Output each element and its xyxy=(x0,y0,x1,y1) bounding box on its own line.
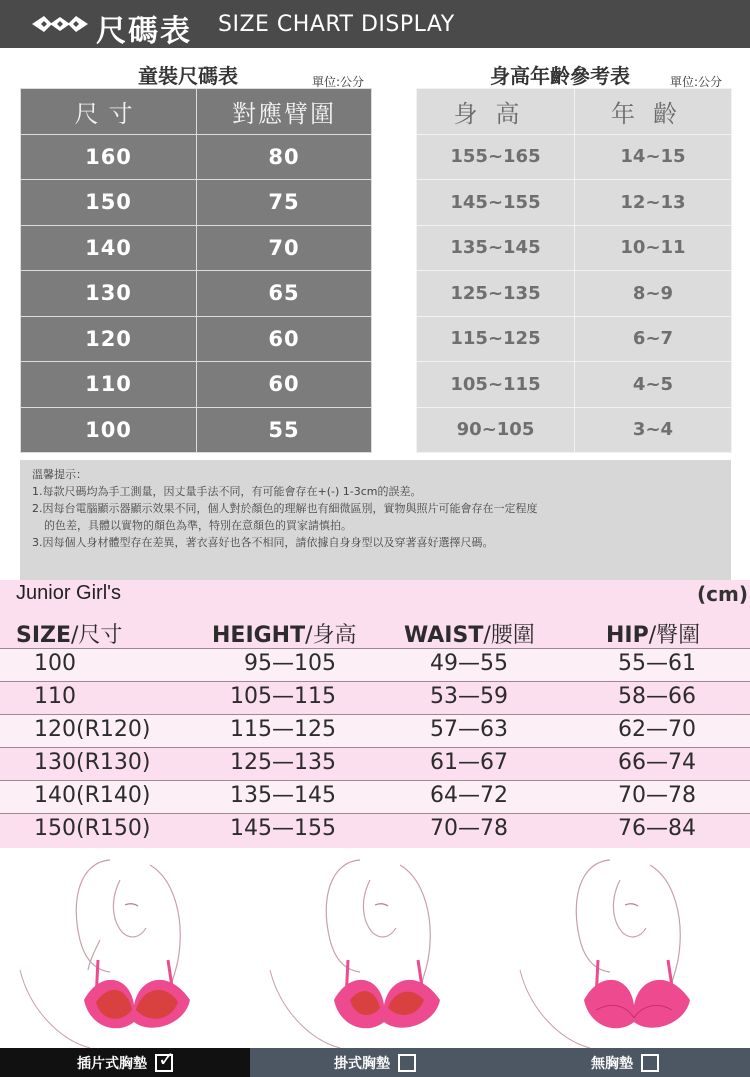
height-cell: 135~145 xyxy=(417,225,575,271)
junior-size-section xyxy=(0,580,750,848)
option-no-pad[interactable] xyxy=(500,1048,750,1077)
note-line-2: 2.因每台電腦顯示器顯示效果不同，個人對於顏色的理解也有細微區別，實物與照片可能會存在一定程度 xyxy=(32,502,538,515)
height-cell: 105~115 xyxy=(417,362,575,408)
page-title-en: SIZE CHART DISPLAY xyxy=(218,12,455,37)
note-line-1: 1.每款尺碼均為手工測量，因丈量手法不同，有可能會存在+(-) 1-3cm的誤差。 xyxy=(32,485,422,498)
page-title-zh: 尺碼表 xyxy=(96,14,192,49)
table-header-row xyxy=(417,89,732,135)
table-row xyxy=(417,180,732,226)
arm-cell: 80 xyxy=(197,134,372,180)
table-row xyxy=(21,271,372,317)
arm-cell: 70 xyxy=(197,225,372,271)
column-header-size: SIZE/尺寸 xyxy=(16,623,123,648)
height-cell: 95—105 xyxy=(244,651,336,676)
arm-cell: 75 xyxy=(197,180,372,226)
kids-size-table xyxy=(20,88,372,453)
height-cell: 105—115 xyxy=(230,684,336,709)
table-row xyxy=(0,714,750,747)
column-header-age: 年齡 xyxy=(575,89,732,135)
table-row xyxy=(0,813,750,846)
table-row xyxy=(417,225,732,271)
page-header xyxy=(0,0,750,48)
table-row xyxy=(417,407,732,453)
checked-checkbox-icon[interactable]: ✓ xyxy=(155,1054,173,1072)
age-cell: 3~4 xyxy=(575,407,732,453)
height-cell: 135—145 xyxy=(230,783,336,808)
table-row xyxy=(0,681,750,714)
table-row xyxy=(21,180,372,226)
size-cell: 140 xyxy=(21,225,197,271)
hanging-pad-bra-illustration xyxy=(250,850,498,1048)
option-insert-pad-label: 插片式胸墊 xyxy=(77,1055,147,1072)
table-row xyxy=(21,362,372,408)
size-cell: 130 xyxy=(21,271,197,317)
age-table-unit: 單位:公分 xyxy=(670,75,723,89)
note-line-2-cont: 的色差，具體以實物的顏色為準，特別在意顏色的買家請慎拍。 xyxy=(44,519,352,532)
table-row xyxy=(417,134,732,180)
note-line-3: 3.因每個人身材體型存在差異，著衣喜好也各不相同，請依據自身身型以及穿著喜好選擇尺碼。 xyxy=(32,536,494,549)
option-hanging-pad[interactable] xyxy=(250,1048,500,1077)
waist-cell: 64—72 xyxy=(430,783,508,808)
hip-cell: 62—70 xyxy=(618,717,696,742)
junior-unit: (cm) xyxy=(697,582,748,606)
height-cell: 90~105 xyxy=(417,407,575,453)
height-cell: 125—135 xyxy=(230,750,336,775)
hip-cell: 55—61 xyxy=(618,651,696,676)
column-header-size: 尺寸 xyxy=(21,89,197,135)
age-cell: 12~13 xyxy=(575,180,732,226)
age-cell: 4~5 xyxy=(575,362,732,408)
waist-cell: 70—78 xyxy=(430,816,508,841)
kids-table-unit: 單位:公分 xyxy=(312,75,365,89)
size-cell: 150(R150) xyxy=(34,816,151,841)
table-row xyxy=(417,362,732,408)
no-pad-bra-illustration xyxy=(500,850,748,1048)
waist-cell: 49—55 xyxy=(430,651,508,676)
size-cell: 120(R120) xyxy=(34,717,151,742)
arm-cell: 60 xyxy=(197,316,372,362)
age-cell: 8~9 xyxy=(575,271,732,317)
option-hanging-pad-label: 掛式胸墊 xyxy=(334,1055,390,1072)
size-cell: 100 xyxy=(21,407,197,453)
table-row xyxy=(0,747,750,780)
size-cell: 160 xyxy=(21,134,197,180)
kids-table-title: 童裝尺碼表 xyxy=(138,64,238,88)
notes-heading: 溫馨提示： xyxy=(32,468,87,481)
arena-logo-icon xyxy=(30,10,90,38)
hip-cell: 66—74 xyxy=(618,750,696,775)
table-row xyxy=(0,780,750,813)
column-header-waist: WAIST/腰圍 xyxy=(404,623,535,648)
hip-cell: 58—66 xyxy=(618,684,696,709)
height-cell: 145—155 xyxy=(230,816,336,841)
size-cell: 110 xyxy=(34,684,76,709)
hip-cell: 70—78 xyxy=(618,783,696,808)
notes-box xyxy=(20,460,731,580)
table-header-row xyxy=(21,89,372,135)
table-row xyxy=(21,316,372,362)
table-row xyxy=(21,134,372,180)
size-cell: 120 xyxy=(21,316,197,362)
unchecked-checkbox-icon[interactable] xyxy=(641,1054,659,1072)
table-row xyxy=(417,316,732,362)
waist-cell: 57—63 xyxy=(430,717,508,742)
table-row xyxy=(21,407,372,453)
table-row xyxy=(21,225,372,271)
height-cell: 155~165 xyxy=(417,134,575,180)
column-header-height: 身高 xyxy=(417,89,575,135)
height-cell: 145~155 xyxy=(417,180,575,226)
size-cell: 140(R140) xyxy=(34,783,151,808)
height-cell: 115—125 xyxy=(230,717,336,742)
waist-cell: 53—59 xyxy=(430,684,508,709)
column-header-hip: HIP/臀圍 xyxy=(606,623,701,648)
option-no-pad-label: 無胸墊 xyxy=(591,1055,633,1072)
column-header-arm: 對應臂圍 xyxy=(197,89,372,135)
padded-insert-bra-illustration xyxy=(0,850,248,1048)
age-cell: 14~15 xyxy=(575,134,732,180)
table-row xyxy=(0,648,750,681)
size-cell: 110 xyxy=(21,362,197,408)
unchecked-checkbox-icon[interactable] xyxy=(398,1054,416,1072)
option-insert-pad[interactable] xyxy=(0,1048,250,1077)
column-header-height: HEIGHT/身高 xyxy=(212,623,357,648)
size-cell: 100 xyxy=(34,651,76,676)
hip-cell: 76—84 xyxy=(618,816,696,841)
arm-cell: 55 xyxy=(197,407,372,453)
size-cell: 130(R130) xyxy=(34,750,151,775)
arm-cell: 65 xyxy=(197,271,372,317)
age-cell: 10~11 xyxy=(575,225,732,271)
height-age-table xyxy=(416,88,732,453)
waist-cell: 61—67 xyxy=(430,750,508,775)
height-cell: 125~135 xyxy=(417,271,575,317)
size-cell: 150 xyxy=(21,180,197,226)
arm-cell: 60 xyxy=(197,362,372,408)
age-cell: 6~7 xyxy=(575,316,732,362)
table-row xyxy=(417,271,732,317)
junior-title: Junior Girl's xyxy=(16,582,121,604)
age-table-title: 身高年齡參考表 xyxy=(490,64,630,88)
height-cell: 115~125 xyxy=(417,316,575,362)
